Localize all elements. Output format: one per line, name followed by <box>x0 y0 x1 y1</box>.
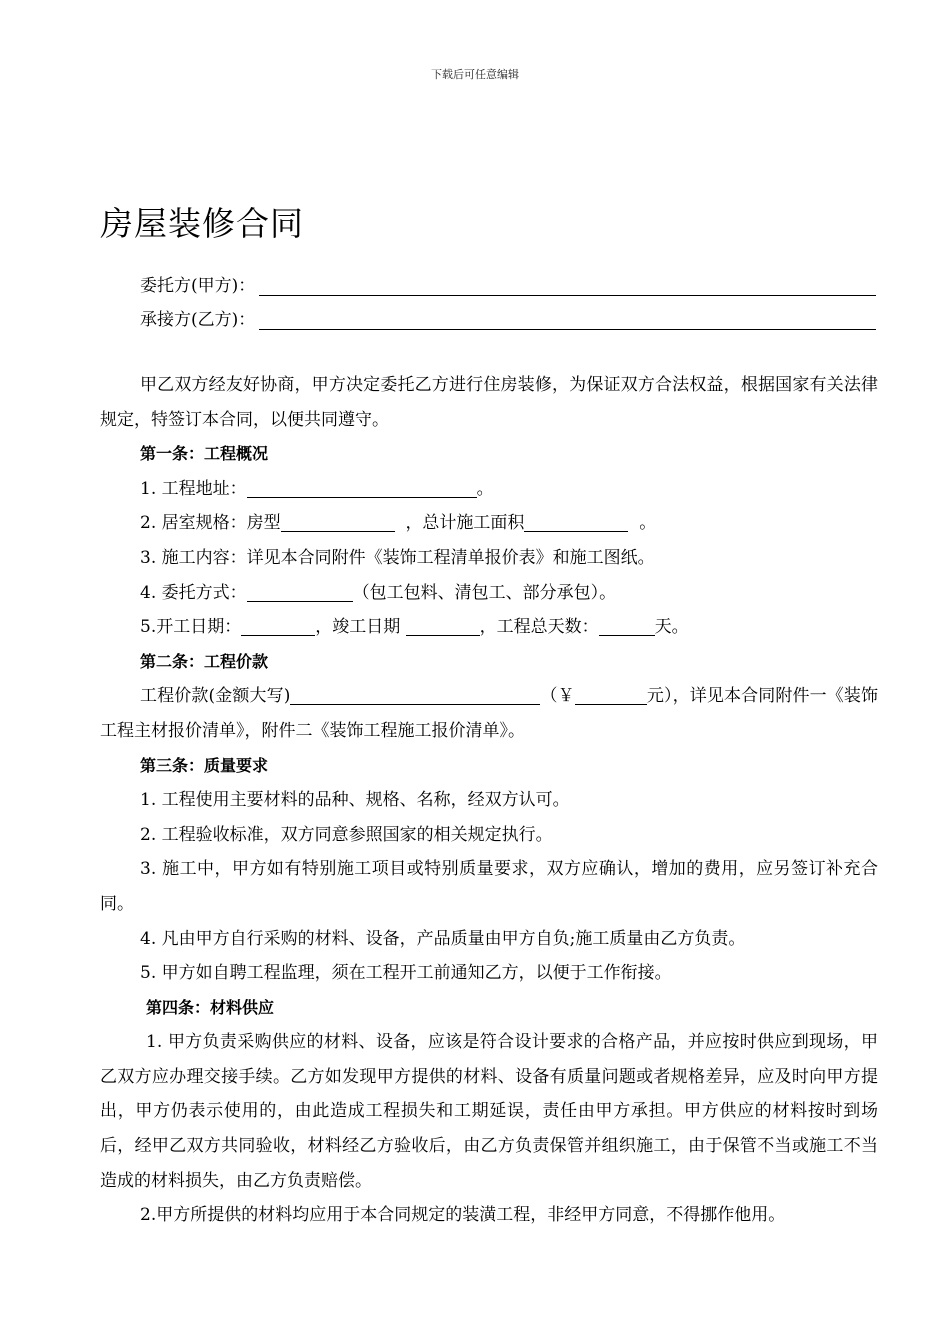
article3-item1: 1. 工程使用主要材料的品种、规格、名称，经双方认可。 <box>140 790 570 811</box>
article1-item1: 1. 工程地址： 。 <box>140 478 494 499</box>
article1-item2: 2. 居室规格：房型 ，总计施工面积 。 <box>140 513 657 534</box>
article3-item2: 2. 工程验收标准，双方同意参照国家的相关规定执行。 <box>140 824 553 845</box>
area-blank <box>524 511 628 532</box>
article2-heading: 第二条：工程价款 <box>140 651 269 671</box>
page-title: 房屋装修合同 <box>100 204 304 243</box>
article1-item5: 5.开工日期： ，竣工日期 ，工程总天数： 天。 <box>140 617 689 638</box>
address-blank <box>247 477 477 498</box>
article4-heading: 第四条：材料供应 <box>146 997 275 1017</box>
intro-paragraph: 甲乙双方经友好协商，甲方决定委托乙方进行住房装修，为保证双方合法权益，根据国家有关法律规定，特签订本合同，以便共同遵守。 <box>100 375 878 430</box>
article2-paragraph: 工程价款(金额大写) （￥ 元），详见本合同附件一《装饰工程主材报价清单》，附件二《装饰工程施工报价清单》。 <box>100 686 879 741</box>
price-words-blank <box>290 684 540 705</box>
party-b-row <box>140 304 876 330</box>
price-number-blank <box>575 684 647 705</box>
start-date-blank <box>241 615 315 636</box>
article1-item3: 3. 施工内容：详见本合同附件《装饰工程清单报价表》和施工图纸。 <box>140 547 655 568</box>
party-a-label: 委托方(甲方)： <box>140 276 256 296</box>
article3-heading: 第三条：质量要求 <box>140 755 269 775</box>
contract-body <box>100 368 878 1233</box>
article1-heading: 第一条：工程概况 <box>140 444 269 464</box>
article4-item1: 1. 甲方负责采购供应的材料、设备，应该是符合设计要求的合格产品，并应按时供应到现场，甲乙双方应办理交接手续。乙方如发现甲方提供的材料、设备有质量问题或者规格差异，应及时向甲方提出，甲方仍表示使用的，由此造成工程损失和工期延误，责任由甲方承担。甲方供应的材料按时到场后，经甲乙双方共同验收，材料经乙方验收后，由乙方负责保管并组织施工，由于保管不当或施工不当造成的材料损失，由乙方负责赔偿。 <box>100 1032 878 1191</box>
article3-item5: 5. 甲方如自聘工程监理，须在工程开工前通知乙方，以便于工作衔接。 <box>140 963 672 984</box>
party-a-row <box>140 270 876 296</box>
party-b-label: 承接方(乙方)： <box>140 310 256 330</box>
article3-item3: 3. 施工中，甲方如有特别施工项目或特别质量要求，双方应确认，增加的费用，应另签订补充合同。 <box>100 859 878 914</box>
article3-item4: 4. 凡由甲方自行采购的材料、设备，产品质量由甲方自负;施工质量由乙方负责。 <box>140 928 746 949</box>
end-date-blank <box>406 615 480 636</box>
article1-item4: 4. 委托方式： （包工包料、清包工、部分承包）。 <box>140 582 617 603</box>
party-b-blank <box>259 311 876 330</box>
header-note: 下载后可任意编辑 <box>431 68 519 81</box>
room-type-blank <box>281 511 395 532</box>
article4-item2: 2.甲方所提供的材料均应用于本合同规定的装潢工程，非经甲方同意，不得挪作他用。 <box>140 1205 786 1226</box>
party-a-blank <box>259 277 876 296</box>
total-days-blank <box>599 615 655 636</box>
commission-blank <box>247 581 353 602</box>
